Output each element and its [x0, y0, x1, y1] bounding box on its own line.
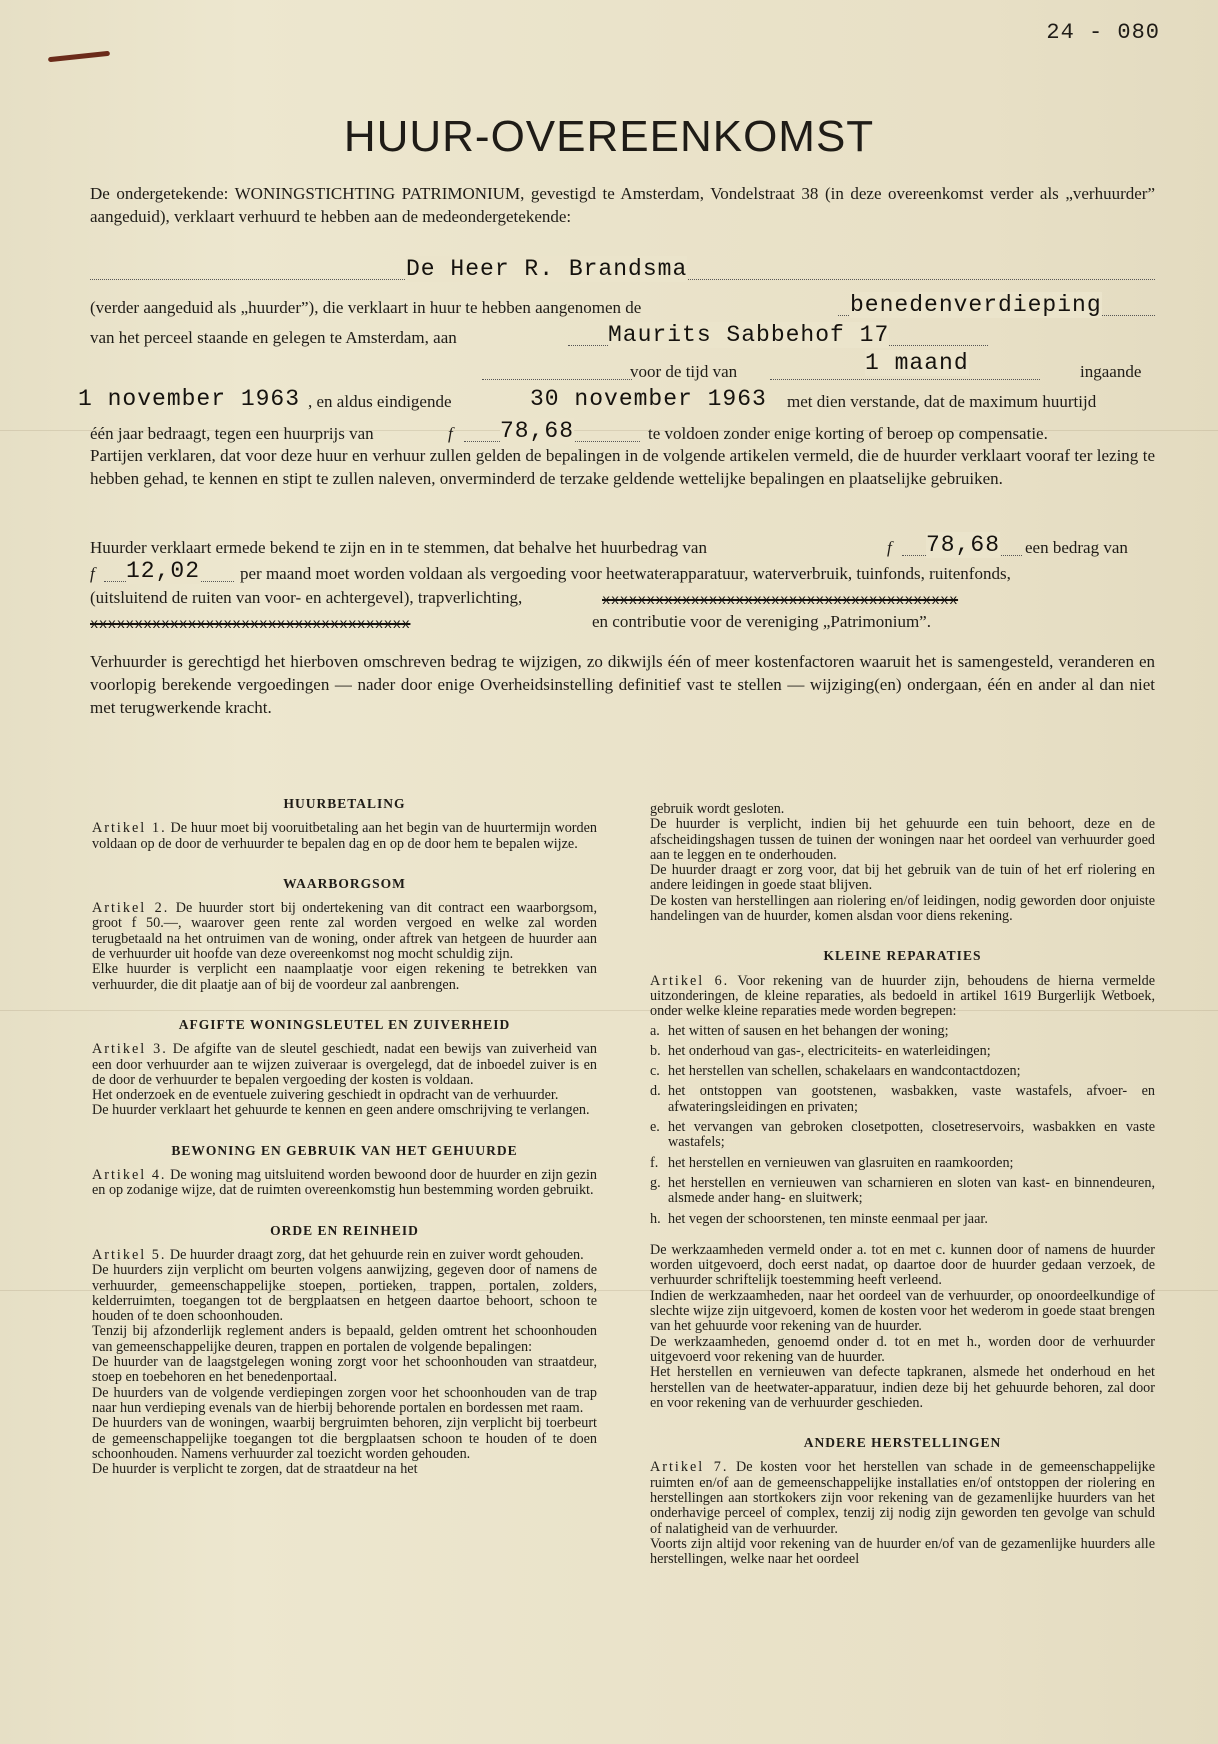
uitsluitend-label: (uitsluitend de ruiten van voor- en achtergevel), trapverlichting,	[90, 588, 523, 607]
partijen-paragraph: Partijen verklaren, dat voor deze huur en verhuur zullen gelden de bepalingen in de volgende artikelen vermeld, die de huurder verklaart vooraf ter lezing te hebben gehad, te kennen en stipt te zullen naleven, onverminderd de terzake geldende wettelijke bepalingen en plaatselijke gebruiken.	[90, 446, 1155, 488]
start-date: 1 november 1963	[78, 386, 301, 412]
reparaties-list	[650, 1024, 1155, 1227]
bekend-row	[90, 532, 1155, 560]
heading-orde-en-reinheid: ORDE EN REINHEID	[270, 1222, 419, 1238]
extra-amount: 12,02	[126, 558, 201, 584]
maximum-label: met dien verstande, dat de maximum huurtijd	[787, 392, 1097, 411]
tenant-name: De Heer R. Brandsma	[406, 256, 688, 282]
currency-symbol-2: f	[887, 538, 892, 557]
left-column	[92, 796, 597, 1477]
reference-number: 24 - 080	[1046, 20, 1160, 45]
verhuurder-paragraph: Verhuurder is gerechtigd het hierboven omschreven bedrag te wijzigen, zo dikwijls één of meer kostenfactoren waaruit het is samengesteld, veranderen en voorlopig berekende vergoedingen — nader door enige Overheidsinstelling definitief vast te stellen — wijziging(en) ondergaan, één en ander al dan niet met terugwerkende kracht.	[90, 652, 1155, 717]
struck-text-1: xxxxxxxxxxxxxxxxxxxxxxxxxxxxxxxxxxxxxxxx	[602, 593, 959, 609]
artikel-7: Artikel 7. De kosten voor het herstellen van schade in de gemeenschappelijke ruimten en/of aan de gemeenschappelijke installaties en/of ontstoppen der riolering en herstellingen aan stortkokers zijn voor rekening van de gezamenlijke huurders van het onderhavige perceel of complex, tenzij zij nodig zijn geworden ten gevolge van schuld of nalatigheid van de verhuurder.	[650, 1459, 1156, 1537]
artikel-5-laagstgelegen: De huurder van de laagstgelegen woning zorgt voor het schoonhouden van straatdeur, stoep en toebehoren en het benedenportaal.	[92, 1354, 597, 1386]
artikel-6-toestemming: De werkzaamheden vermeld onder a. tot en met c. kunnen door of namens de huurder worden uitgevoerd, doch eerst nadat, op daartoe door de huurder gedaan verzoek, de verhuurder schriftelijk toestemming heeft verleend.	[650, 1241, 1155, 1289]
heading-waarborgsom: WAARBORGSOM	[283, 875, 406, 891]
artikel-5-bergruimten: De huurders van de woningen, waarbij bergruimten behoren, zijn verplicht bij toerbeurt de gemeenschappelijke toegangen tot die bergplaatsen schoon te houden of te doen schoonhouden. Namens verhuurder zal toezicht worden gehouden.	[92, 1415, 597, 1462]
artikel-4: Artikel 4. De woning mag uitsluitend worden bewoond door de huurder en zijn gezin en op zodanige wijze, dat de ruimten overeenkomstig hun bestemming worden gebruikt.	[92, 1167, 598, 1199]
artikel-3-onderzoek: Het onderzoek en de eventuele zuivering geschiedt in opdracht van de verhuurder.	[92, 1087, 559, 1104]
duration: 1 maand	[865, 350, 969, 376]
artikel-6-onoordeelkundig: Indien de werkzaamheden, naar het oordeel van de verhuurder, op onoordeelkundige of slechte wijze zijn uitgevoerd, komen de kosten voor het wederom in goede staat brengen van het gehuurde voor rekening van de huurder.	[650, 1287, 1155, 1335]
bekend-label: Huurder verklaart ermede bekend te zijn en in te stemmen, dat behalve het huurbedrag van	[90, 538, 707, 557]
list-item: a. het witten of sausen en het behangen der woning;	[650, 1022, 949, 1039]
artikel-5-gesloten: gebruik wordt gesloten.	[650, 801, 785, 817]
artikel-7-voorts: Voorts zijn altijd voor rekening van de huurder en/of van de gezamenlijke huurders alle herstellingen, welke naar het oordeel	[650, 1535, 1155, 1568]
list-item: g. het herstellen en vernieuwen van scharnieren en sloten van kast- en binnendeuren, alsmede ander hang- en sluitwerk;	[650, 1174, 1155, 1207]
address-row	[90, 322, 1155, 350]
artikel-6: Artikel 6. Voor rekening van de huurder zijn, behoudens de hierna vermelde uitzonderingen, de kleine reparaties, als bedoeld in artikel 1619 Burgerlijk Wetboek, onder welke kleine reparaties mede worden begrepen:	[650, 972, 1156, 1020]
rent-amount-2: 78,68	[926, 532, 1001, 558]
artikel-5-beurten: De huurders zijn verplicht om beurten volgens aanwijzing, gegeven door of namens de verhuurder, gemeenschappelijke stoepen, portieken, trappen, portalen, zolders, kelderruimten, toegangen tot de bergplaatsen en hetgeen daartoe behoort, schoon te houden of te doen schoonhouden.	[92, 1262, 597, 1325]
list-item: c. het herstellen van schellen, schakelaars en wandcontactdozen;	[650, 1063, 1021, 1080]
list-item: e. het vervangen van gebroken closetpotten, closetreservoirs, wasbakken en vaste wastafels;	[650, 1119, 1155, 1151]
pen-mark	[48, 51, 110, 62]
heading-bewoning: BEWONING EN GEBRUIK VAN HET GEHUURDE	[171, 1142, 518, 1158]
per-maand-label: per maand moet worden voldaan als vergoeding voor heetwaterapparatuur, waterverbruik, tuinfonds, ruitenfonds,	[240, 564, 1011, 583]
ingaande-label: ingaande	[1080, 362, 1142, 381]
artikel-5: Artikel 5. De huurder draagt zorg, dat het gehuurde rein en zuiver wordt gehouden.	[92, 1246, 584, 1263]
artikel-6-verhuurder-uitgevoerd: De werkzaamheden, genoemd onder d. tot en met h., worden door de verhuurder uitgevoerd voor rekening van de huurder.	[650, 1333, 1155, 1365]
rented-unit: benedenverdieping	[850, 292, 1102, 318]
artikel-6-tapkranen: Het herstellen en vernieuwen van defecte tapkranen, alsmede het onderhoud en het herstellen van de heetwater-apparatuur, indien deze bij het gehuurde behoren, zal door en voor rekening van de verhuurder geschieden.	[650, 1364, 1155, 1411]
heading-huurbetaling: HUURBETALING	[283, 796, 406, 811]
artikel-5-riolering: De huurder draagt er zorg voor, dat bij het gebruik van de tuin of het erf riolering en andere leidingen in goede staat blijven.	[650, 862, 1155, 894]
een-jaar-label: één jaar bedraagt, tegen een huurprijs van	[90, 424, 374, 443]
artikel-5-verdiepingen: De huurders van de volgende verdiepingen zorgen voor het schoonhouden van de trap naar hun verdieping evenals van de hierbij behorende portalen en bordessen met raam.	[92, 1384, 597, 1416]
list-item: d. het ontstoppen van gootstenen, wasbakken, vaste wastafels, afvoer- en afwateringsleidingen en privaten;	[650, 1083, 1155, 1115]
list-item: b. het onderhoud van gas-, electriciteits- en waterleidingen;	[650, 1042, 991, 1059]
artikel-3: Artikel 3. De afgifte van de sleutel geschiedt, nadat een bewijs van zuiverheid van een door verhuurder aan te wijzen zuiveraar is overgelegd, dat de inboedel zuiver is en de door de verhuurder te bepalen vergoeding der kosten is voldaan.	[92, 1041, 598, 1088]
artikel-5-kosten: De kosten van herstellingen aan riolering en/of leidingen, nodig geworden door onjuiste handelingen van de huurder, komen alsdan voor diens rekening.	[650, 892, 1155, 925]
currency-symbol-3: f	[90, 564, 95, 583]
voldoen-label: te voldoen zonder enige korting of beroep op compensatie.	[648, 424, 1048, 443]
list-item: f. het herstellen en vernieuwen van glasruiten en raamkoorden;	[650, 1154, 1014, 1171]
right-column	[650, 802, 1155, 1567]
currency-symbol: f	[448, 424, 453, 443]
struck-text-2: xxxxxxxxxxxxxxxxxxxxxxxxxxxxxxxxxxxx	[90, 617, 411, 633]
duration-row	[90, 350, 1155, 384]
tenant-name-row	[90, 256, 1155, 284]
heading-andere-herstellingen: ANDERE HERSTELLINGEN	[803, 1435, 1002, 1451]
heading-afgifte-woningsleutel: AFGIFTE WONINGSLEUTEL EN ZUIVERHEID	[178, 1016, 511, 1032]
dates-row	[78, 386, 1155, 414]
address: Maurits Sabbehof 17	[608, 322, 890, 348]
artikel-2: Artikel 2. De huurder stort bij ondertekening van dit contract een waarborgsom, groot f 50.—, waarover geen rente zal worden vergoed en welke zal worden terugbetaald na het ontruimen van de woning, onder aftrek van hetgeen de huurder aan de verhuurder uit hoofde van deze overeenkomst nog mocht schuldig zijn.	[92, 900, 597, 963]
artikel-5-tuin: De huurder is verplicht, indien bij het gehuurde een tuin behoort, deze en de afscheidingshagen tussen de tuinen der woningen naar het oordeel van verhuurder goed aan te leggen en te onderhouden.	[650, 816, 1155, 863]
list-item: h. het vegen der schoorstenen, ten minste eenmaal per jaar.	[650, 1210, 988, 1227]
eindigende-label: , en aldus eindigende	[308, 392, 452, 411]
perceel-label: van het perceel staande en gelegen te Amsterdam, aan	[90, 328, 457, 347]
een-bedrag-label: een bedrag van	[1025, 538, 1128, 557]
heading-kleine-reparaties: KLEINE REPARATIES	[823, 948, 982, 964]
document-title: HUUR-OVEREENKOMST	[343, 112, 875, 161]
rent-row	[90, 418, 1155, 446]
artikel-3-kennen: De huurder verklaart het gehuurde te kennen en geen andere omschrijving te verlangen.	[92, 1102, 590, 1119]
artikel-1: Artikel 1. De huur moet bij vooruitbetaling aan het begin van de huurtermijn worden voldaan op de door de verhuurder te bepalen dag en op de door hem te bepalen wijze.	[92, 820, 598, 852]
artikel-5-straatdeur: De huurder is verplicht te zorgen, dat de straatdeur na het	[92, 1461, 418, 1478]
contributie-label: en contributie voor de vereniging „Patrimonium”.	[592, 612, 931, 631]
rent-amount: 78,68	[500, 418, 575, 444]
contributie-row	[90, 606, 1155, 634]
end-date: 30 november 1963	[530, 386, 767, 412]
rented-unit-row	[90, 292, 1155, 320]
huurder-label: (verder aangeduid als „huurder”), die verklaart in huur te hebben aangenomen de	[90, 298, 642, 317]
intro-paragraph: De ondergetekende: WONINGSTICHTING PATRIMONIUM, gevestigd te Amsterdam, Vondelstraat 38 (in deze overeenkomst verder als „verhuurder” aangeduid), verklaart verhuurd te hebben aan de medeondergetekende:	[90, 184, 1155, 226]
artikel-5-reglement: Tenzij bij afzonderlijk reglement anders is bepaald, gelden omtrent het schoonhouden van gemeenschappelijke deuren, trappen en portalen de volgende bepalingen:	[92, 1323, 597, 1355]
artikel-2-naamplaatje: Elke huurder is verplicht een naamplaatje voor eigen rekening te betrekken van verhuurder, die dit plaatje aan of bij de voordeur zal aanbrengen.	[92, 961, 597, 993]
voor-de-tijd-label: voor de tijd van	[630, 362, 738, 381]
